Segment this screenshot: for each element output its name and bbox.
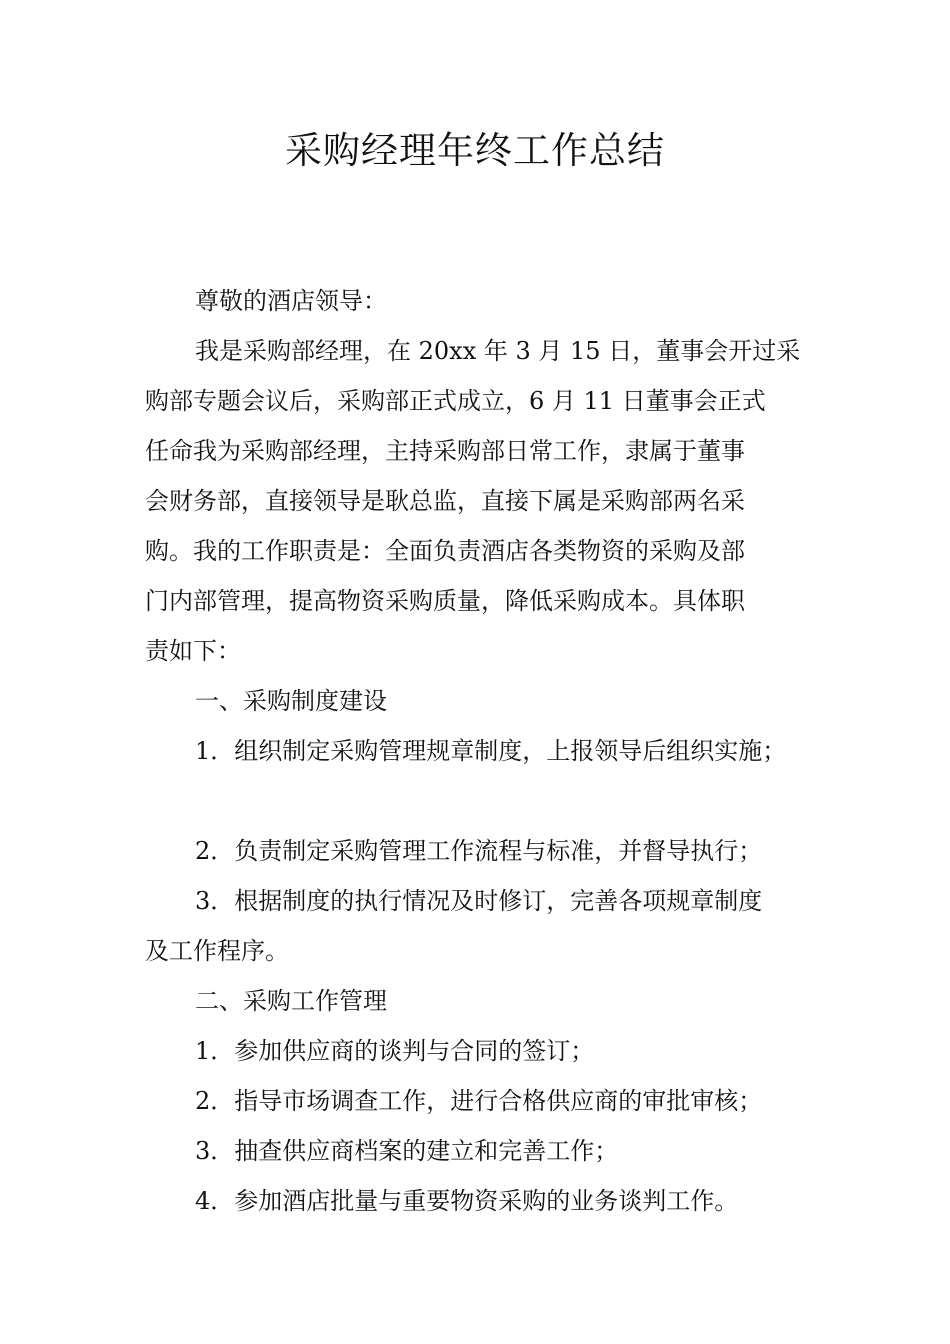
section2-item-2: 2．指导市场调查工作，进行合格供应商的审批审核； xyxy=(195,1087,763,1115)
section-heading-2: 二、采购工作管理 xyxy=(195,987,387,1015)
intro-line: 购部专题会议后，采购部正式成立，6 月 11 日董事会正式 xyxy=(145,387,766,415)
intro-line: 我是采购部经理，在 20xx 年 3 月 15 日，董事会开过采 xyxy=(195,337,801,365)
document-title: 采购经理年终工作总结 xyxy=(285,129,665,172)
salutation: 尊敬的酒店领导： xyxy=(195,287,387,315)
section2-item-3: 3．抽查供应商档案的建立和完善工作； xyxy=(195,1137,619,1165)
section1-item-3: 3．根据制度的执行情况及时修订，完善各项规章制度 xyxy=(195,887,763,915)
intro-line: 购。我的工作职责是：全面负责酒店各类物资的采购及部 xyxy=(145,537,745,565)
intro-line: 门内部管理，提高物资采购质量，降低采购成本。具体职 xyxy=(145,587,745,615)
section1-item-3-continued: 及工作程序。 xyxy=(145,937,289,965)
section2-item-4: 4．参加酒店批量与重要物资采购的业务谈判工作。 xyxy=(195,1187,739,1215)
intro-paragraph xyxy=(145,326,835,676)
document-body xyxy=(145,276,835,1226)
section-heading-1: 一、采购制度建设 xyxy=(195,687,387,715)
intro-line: 责如下： xyxy=(145,637,241,665)
section2-item-1: 1．参加供应商的谈判与合同的签订； xyxy=(195,1037,595,1065)
intro-line: 会财务部，直接领导是耿总监，直接下属是采购部两名采 xyxy=(145,487,745,515)
blank-line xyxy=(145,776,835,826)
section1-item-2: 2．负责制定采购管理工作流程与标准，并督导执行； xyxy=(195,837,763,865)
intro-line: 任命我为采购部经理，主持采购部日常工作，隶属于董事 xyxy=(145,437,745,465)
section1-item-1: 1．组织制定采购管理规章制度，上报领导后组织实施； xyxy=(195,737,787,765)
